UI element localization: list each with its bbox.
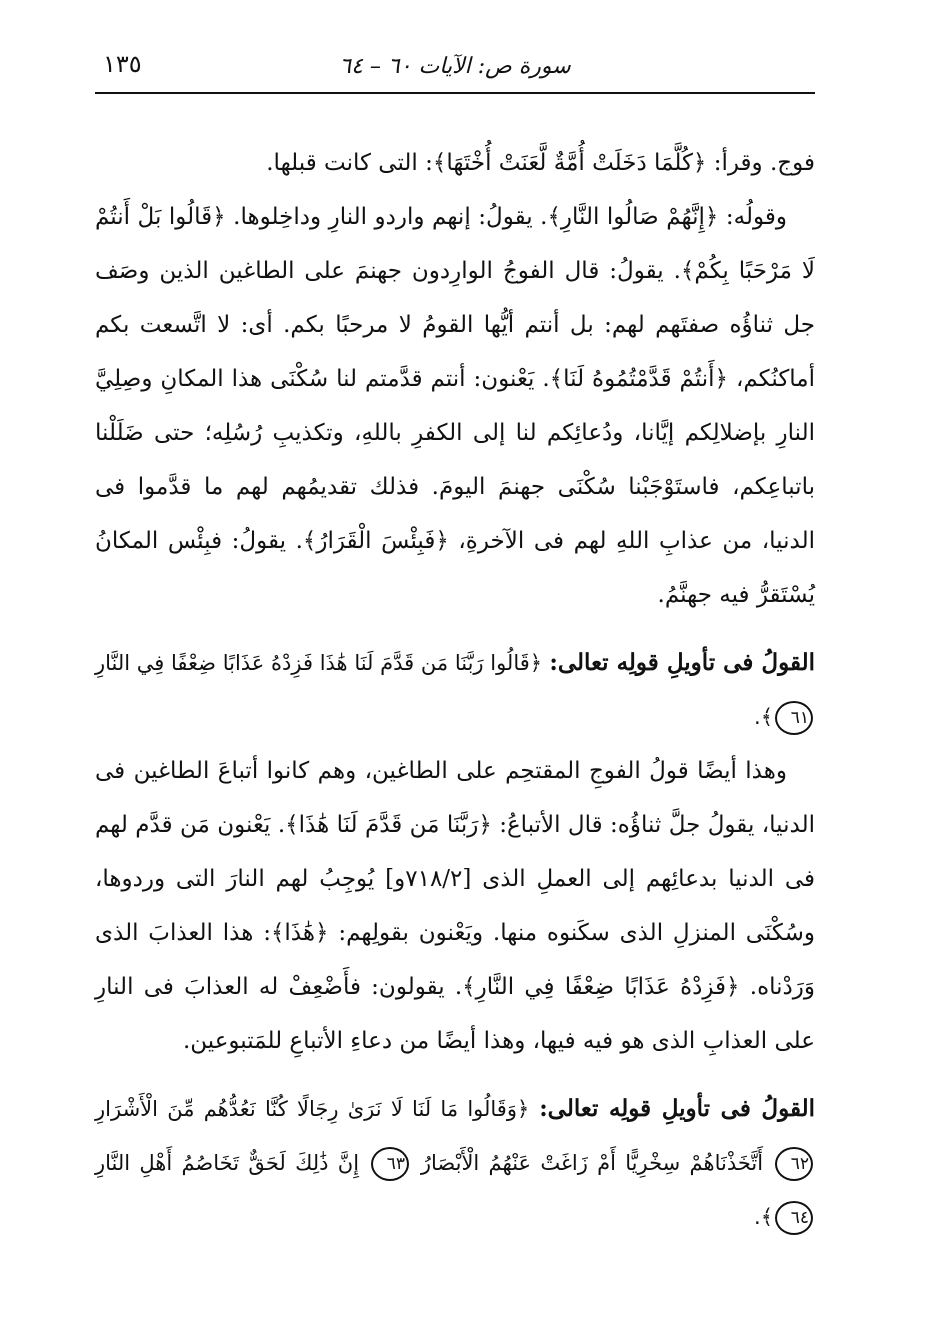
quran-quote: ﴿قَالُوا رَبَّنَا مَن قَدَّمَ لَنَا هَٰذَا فَزِدْهُ عَذَابًا ضِعْفًا فِي النَّارِ xyxy=(95,651,543,675)
book-page xyxy=(95,40,815,1300)
quran-quote: إِنَّ ذَٰلِكَ لَحَقٌّ تَخَاصُمُ أَهْلِ النَّارِ xyxy=(95,1151,360,1175)
running-title: سورة ص: الآيات ٦٠ – ٦٤ xyxy=(339,54,571,79)
page-number: ١٣٥ xyxy=(103,50,142,78)
section-heading xyxy=(95,1082,815,1244)
heading-lead: القولُ فى تأويلِ قولِه تعالى: xyxy=(539,1095,816,1122)
quran-quote-close: ﴾. xyxy=(754,1205,773,1229)
heading-lead: القولُ فى تأويلِ قولِه تعالى: xyxy=(549,649,815,676)
quran-quote: ﴿وَقَالُوا مَا لَنَا لَا نَرَىٰ رِجَالًا كُنَّا نَعُدُّهُم مِّنَ الْأَشْرَارِ xyxy=(95,1097,530,1121)
page-header xyxy=(95,40,815,94)
ayah-number-marker: ٦٢ xyxy=(775,1147,813,1181)
section-body: وهذا أيضًا قولُ الفوجِ المقتحِم على الطاغين، وهم كانوا أتباعَ الطاغين فى الدنيا، يقولُ جلَّ ثناؤُه: قال الأتباعُ: ﴿رَبَّنَا مَن قَدَّمَ لَنَا هَٰذَا﴾. يَعْنون مَن قدَّم لهم فى الدنيا بدعائِهم إلى العملِ الذى [٧١٨/٢و] يُوجِبُ لهم النارَ التى وردوها، وسُكْنَى المنزلِ الذى سكَنوه منها. ويَعْنون بقولِهم: ﴿هَٰذَا﴾: هذا العذابَ الذى وَرَدْناه. ﴿فَزِدْهُ عَذَابًا ضِعْفًا فِي النَّارِ﴾. يقولون: فأَضْعِفْ له العذابَ فى النارِ على العذابِ الذى هو فيه فيها، وهذا أيضًا من دعاءِ الأتباعِ للمَتبوعين. xyxy=(95,758,815,1054)
ayah-number-marker: ٦٤ xyxy=(775,1201,813,1235)
ayah-number-marker: ٦٣ xyxy=(371,1147,409,1181)
section-verses-62-64 xyxy=(95,1082,815,1244)
ayah-number-marker: ٦١ xyxy=(775,701,813,735)
page-body xyxy=(95,136,815,1244)
quran-quote: أَتَّخَذْنَاهُمْ سِخْرِيًّا أَمْ زَاغَتْ عَنْهُمُ الْأَبْصَارُ xyxy=(420,1151,764,1175)
section-verse-61 xyxy=(95,636,815,1068)
quran-quote-close: ﴾. xyxy=(754,705,773,729)
paragraph-commentary: وقولُه: ﴿إِنَّهُمْ صَالُوا النَّارِ﴾. يقولُ: إنهم واردو النارِ وداخِلوها. ﴿قَالُوا بَلْ أَنتُمْ لَا مَرْحَبًا بِكُمْ﴾. يقولُ: قال الفوجُ الوارِدون جهنمَ على الطاغين الذين وصَف جل ثناؤُه صفتَهم لهم: بل أنتم أيُّها القومُ لا مرحبًا بكم. أى: لا اتَّسعت بكم أماكنُكم، ﴿أَنتُمْ قَدَّمْتُمُوهُ لَنَا﴾. يَعْنون: أنتم قدَّمتم لنا سُكْنَى هذا المكانِ وصِلِيَّ النارِ بإضلالِكم إيَّانا، ودُعائِكم لنا إلى الكفرِ باللهِ، وتكذيبِ رُسُلِه؛ حتى ضَلَلْنا باتباعِكم، فاستَوْجَبْنا سُكْنَى جهنمَ اليومَ. فذلك تقديمُهم لهم ما قدَّموا فى الدنيا، من عذابِ اللهِ لهم فى الآخرةِ، ﴿فَبِئْسَ الْقَرَارُ﴾. يقولُ: فبِئْس المكانُ يُسْتَقرُّ فيه جهنَّمُ. xyxy=(95,204,815,608)
paragraph-continuation: فوج. وقرأ: ﴿كُلَّمَا دَخَلَتْ أُمَّةٌ لَّعَنَتْ أُخْتَهَا﴾: التى كانت قبلها. xyxy=(266,150,815,176)
section-heading xyxy=(95,636,815,744)
